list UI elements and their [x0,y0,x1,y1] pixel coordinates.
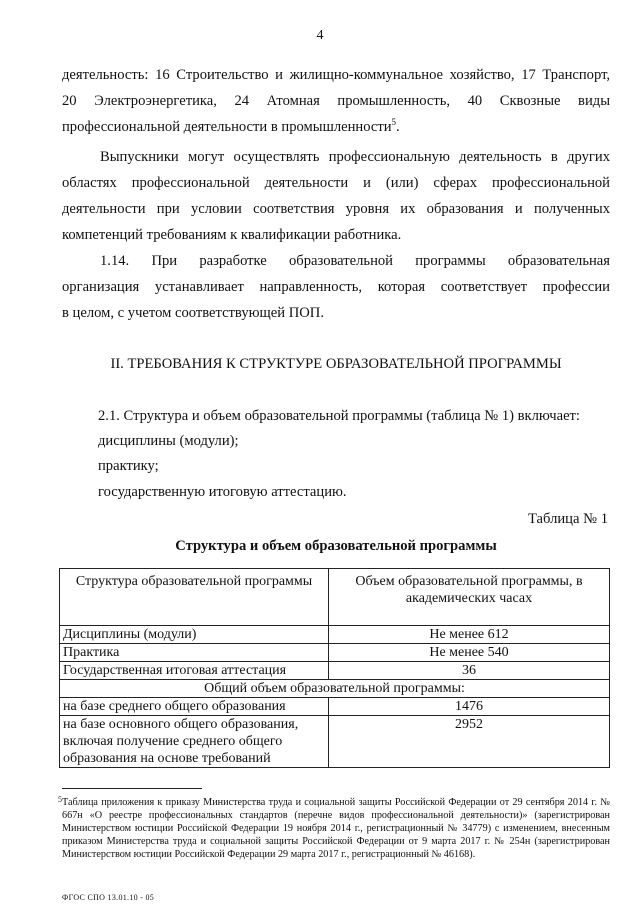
row-name: на базе среднего общего образования [60,698,329,716]
table-header-row [60,569,610,626]
para1-line1: деятельность: 16 Строительство и жилищно-коммунальное хозяйство, 17 Транспорт, [62,67,610,83]
structure-table [59,568,610,768]
row-name: на базе основного общего образования, включая получение среднего общего образования на основе требований [60,716,329,768]
footnote-mark: 5 [58,795,62,804]
para2-line3: деятельности при условии соответствия уровня их образования и полученных [62,201,610,217]
table-label: Таблица № 1 [528,511,608,527]
para3-line2: организация устанавливает направленность, которая соответствует профессии [62,279,610,295]
para2-line4: компетенций требованиям к квалификации работника. [62,227,402,243]
para1-end: . [396,119,400,135]
table-total-row [60,680,610,698]
table-row [60,644,610,662]
para3-line3: в целом, с учетом соответствующей ПОП. [62,305,324,321]
footnote-divider [62,788,202,789]
header-structure: Структура образовательной программы [60,569,329,626]
para1-line3 [62,114,610,140]
header-volume: Объем образовательной программы, в академических часах [329,569,610,626]
table-title: Структура и объем образовательной программы [175,538,497,554]
row-name: Дисциплины (модули) [60,626,329,644]
para1-line2: 20 Электроэнергетика, 24 Атомная промышленность, 40 Сквозные виды [62,93,610,109]
list-item-disciplines: дисциплины (модули); [98,433,239,449]
table-row [60,698,610,716]
row-value: Не менее 612 [329,626,610,644]
row-name: Практика [60,644,329,662]
row-value: Не менее 540 [329,644,610,662]
para1-line3-text: профессиональной деятельности в промышленности [62,119,392,135]
para2-line2: областях профессиональной деятельности и (или) сферах профессиональной [62,175,610,191]
row-name: Государственная итоговая аттестация [60,662,329,680]
section-heading: II. ТРЕБОВАНИЯ К СТРУКТУРЕ ОБРАЗОВАТЕЛЬНОЙ ПРОГРАММЫ [110,356,562,372]
list-intro: 2.1. Структура и объем образовательной программы (таблица № 1) включает: [98,408,580,424]
para3-line1: 1.14. При разработке образовательной программы образовательная [100,253,610,269]
table-row [60,716,610,768]
list-item-practice: практику; [98,458,159,474]
footnote [58,795,610,861]
para2-line1: Выпускники могут осуществлять профессиональную деятельность в других [100,149,610,165]
row-value: 2952 [329,716,610,768]
list-item-attestation: государственную итоговую аттестацию. [98,484,347,500]
row-value: 1476 [329,698,610,716]
page-number: 4 [316,28,324,43]
row-value: 36 [329,662,610,680]
table-row [60,626,610,644]
footnote-text: Таблица приложения к приказу Министерства труда и социальной защиты Российской Федерации от 29 сентября 2014 г. № 667н «О реестре профессиональных стандартов (перечне видов профессиональной деятельности)» (зарегистрирован Министерством юстиции Российской Федерации 19 ноября 2014 г., регистрационный № 34779) с изменением, внесенным приказом Министерства труда и социальной защиты Российской Федерации от 9 марта 2017 г. № 254н (зарегистрирован Министерством юстиции Российской Федерации 29 марта 2017 г., регистрационный № 46168). [62,797,610,860]
footnote-ref: 5 [391,117,397,128]
total-label: Общий объем образовательной программы: [60,680,610,698]
table-row [60,662,610,680]
footer-code: ФГОС СПО 13.01.10 - 05 [62,893,155,902]
